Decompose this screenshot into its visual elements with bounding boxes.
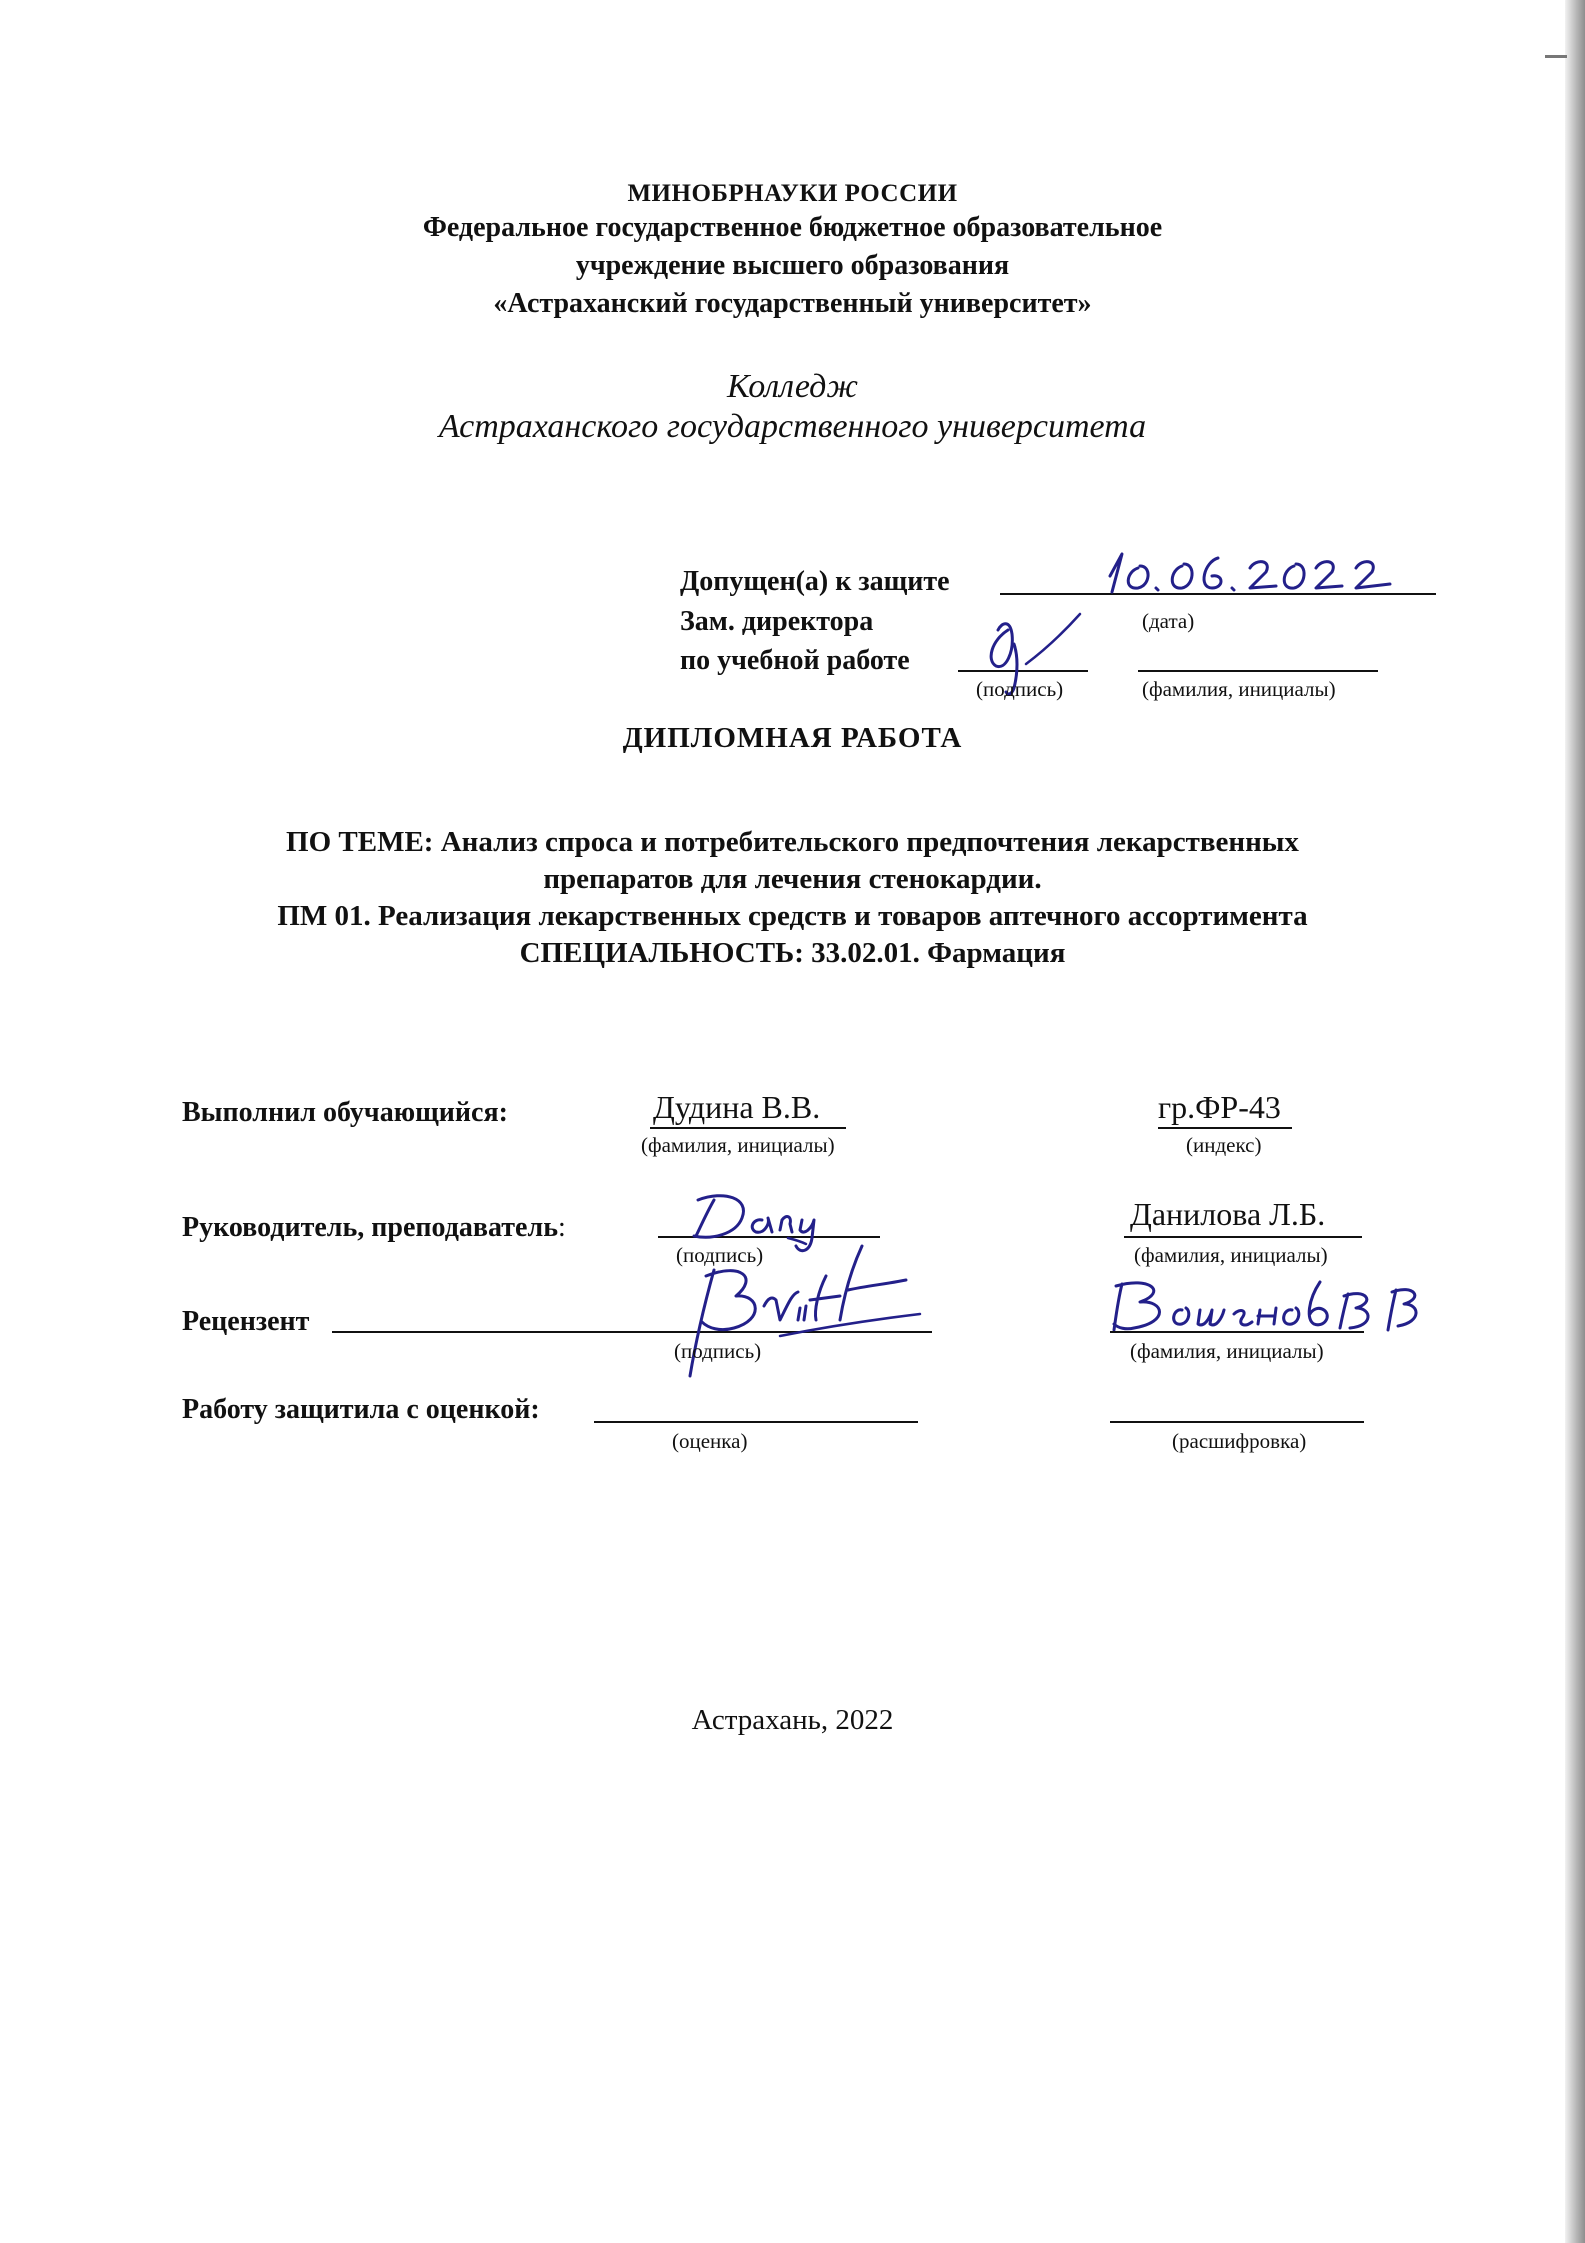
deputy-label-line-1: Зам. директора [680, 606, 874, 637]
reviewer-label: Рецензент [182, 1306, 310, 1337]
grade-line [594, 1421, 918, 1423]
deputy-label-line-2: по учебной работе [680, 645, 910, 676]
grade-caption: (оценка) [672, 1429, 748, 1453]
date-caption: (дата) [1142, 609, 1195, 633]
admitted-label: Допущен(а) к защите [680, 566, 950, 597]
organization-line-3: «Астраханский государственный университет» [493, 288, 1092, 319]
topic-line-1: ПО ТЕМЕ: Анализ спроса и потребительского предпочтения лекарственных [286, 826, 1299, 858]
scan-edge-shadow [1565, 0, 1585, 2243]
student-name-line [650, 1127, 846, 1129]
decoding-caption: (расшифровка) [1172, 1429, 1307, 1453]
city-year: Астрахань, 2022 [691, 1704, 894, 1736]
reviewer-name-line [1110, 1331, 1364, 1333]
deputy-name-line [1138, 670, 1378, 672]
student-name-caption: (фамилия, инициалы) [641, 1133, 835, 1157]
college-line-2: Астраханского государственного университета [438, 408, 1147, 445]
handwritten-date [1100, 548, 1420, 598]
decoding-line [1110, 1421, 1364, 1423]
supervisor-name-line [1124, 1236, 1362, 1238]
ministry-heading: МИНОБРНАУКИ РОССИИ [627, 180, 958, 207]
reviewer-name-caption: (фамилия, инициалы) [1130, 1339, 1324, 1363]
reviewer-handwritten-name [1110, 1270, 1430, 1340]
student-group: гр.ФР-43 [1158, 1089, 1281, 1125]
deputy-signature-caption: (подпись) [976, 677, 1064, 701]
supervisor-label: Руководитель, преподаватель: [182, 1212, 566, 1243]
organization-line-2: учреждение высшего образования [575, 250, 1010, 281]
student-label: Выполнил обучающийся: [182, 1097, 508, 1128]
module-line: ПМ 01. Реализация лекарственных средств и товаров аптечного ассортимента [277, 900, 1308, 932]
document-title: ДИПЛОМНАЯ РАБОТА [622, 722, 963, 754]
college-line-1: Колледж [726, 368, 858, 405]
supervisor-signature-caption: (подпись) [676, 1243, 764, 1267]
reviewer-signature-caption: (подпись) [674, 1339, 762, 1363]
organization-line-1: Федеральное государственное бюджетное образовательное [422, 212, 1163, 243]
student-group-line [1158, 1127, 1292, 1129]
supervisor-name-caption: (фамилия, инициалы) [1134, 1243, 1328, 1267]
student-name: Дудина В.В. [653, 1089, 821, 1125]
defense-label: Работу защитила с оценкой: [182, 1394, 540, 1425]
deputy-name-caption: (фамилия, инициалы) [1142, 677, 1336, 701]
topic-line-2: препаратов для лечения стенокардии. [543, 863, 1042, 895]
scan-edge-mark [1545, 55, 1567, 58]
specialty-line: СПЕЦИАЛЬНОСТЬ: 33.02.01. Фармация [519, 937, 1066, 969]
student-group-caption: (индекс) [1186, 1133, 1262, 1157]
supervisor-name: Данилова Л.Б. [1130, 1196, 1326, 1232]
